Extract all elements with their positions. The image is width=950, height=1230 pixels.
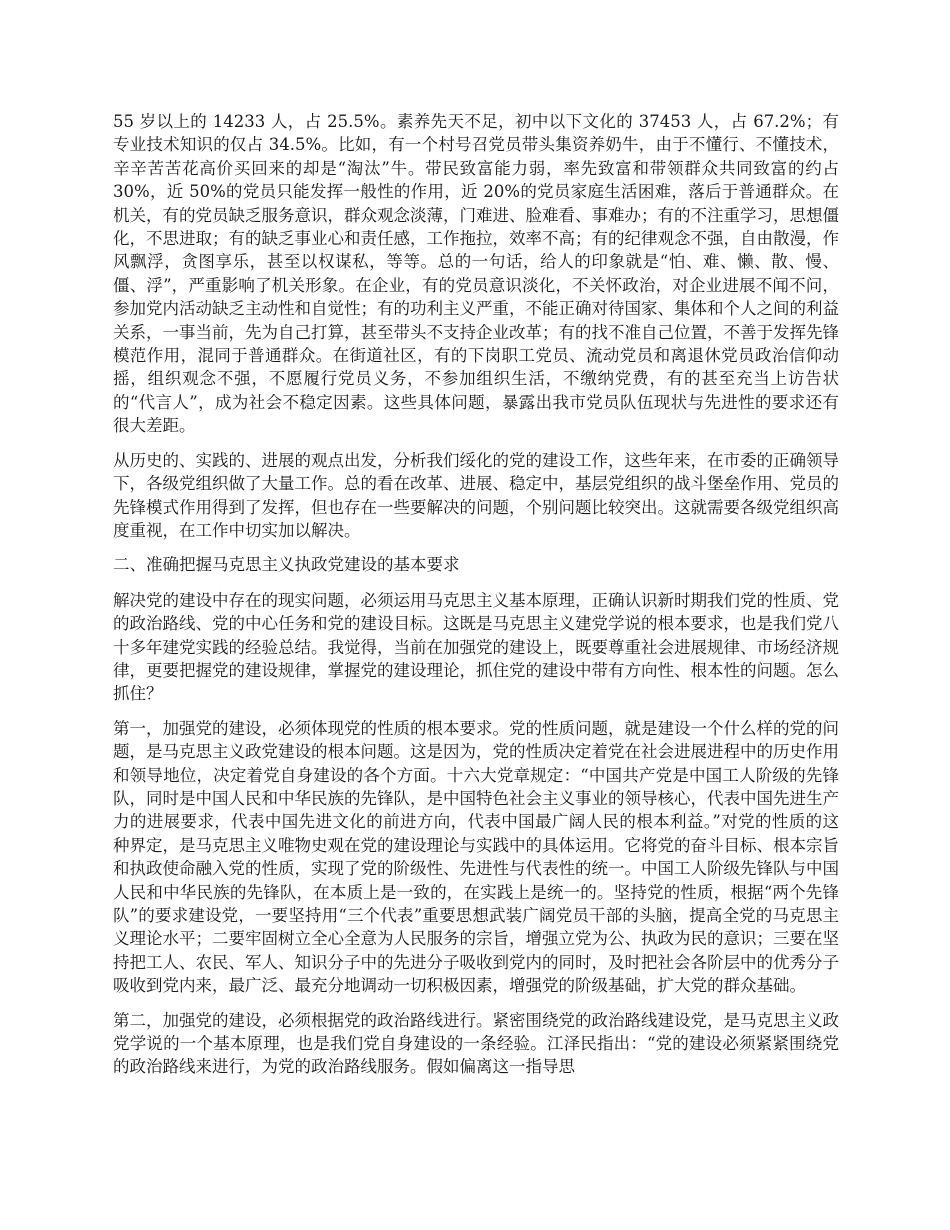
paragraph-party-member-issues: 55 岁以上的 14233 人，占 25.5%。素养先天不足，初中以下文化的 37453 人，占 67.2%；有专业技术知识的仅占 34.5%。比如，有一个村号召党员带头集资养奶牛，由于不懂行、不懂技术，辛辛苦苦花高价买回来的却是“淘汰”牛。带民致富能力弱，率先致富和带领群众共同致富的约占 30%，近 50%的党员只能发挥一般性的作用，近 20%的党员家庭生活困难，落后于普通群众。在机关，有的党员缺乏服务意识，群众观念淡薄，门难进、脸难看、事难办；有的不注重学习，思想僵化，不思进取；有的缺乏事业心和责任感，工作拖拉，效率不高；有的纪律观念不强，自由散漫，作风飘浮，贪图享乐，甚至以权谋私，等等。总的一句话，给人的印象就是“怕、难、懒、散、慢、僵、浮”，严重影响了机关形象。在企业，有的党员意识淡化，不关怀政治，对企业进展不闻不问，参加党内活动缺乏主动性和自觉性；有的功利主义严重，不能正确对待国家、集体和个人之间的利益关系，一事当前，先为自己打算，甚至带头不支持企业改革；有的找不准自己位置，不善于发挥先锋模范作用，混同于普通群众。在街道社区，有的下岗职工党员、流动党员和离退休党员政治信仰动摇，组织观念不强，不愿履行党员义务，不参加组织生活，不缴纳党费，有的甚至充当上访告状的“代言人”，成为社会不稳定因素。这些具体问题，暴露出我市党员队伍现状与先进性的要求还有很大差距。 [113, 112, 839, 436]
document-page [113, 110, 839, 1090]
section-heading-basic-requirements: 二、准确把握马克思主义执政党建设的基本要求 [113, 555, 460, 575]
paragraph-marxist-principles: 解决党的建设中存在的现实问题，必须运用马克思主义基本原理，正确认识新时期我们党的性质、党的政治路线、党的中心任务和党的建设目标。这既是马克思主义建党学说的根本要求，也是我们党八十多年建党实践的经验总结。我觉得，当前在加强党的建设上，既要尊重社会进展规律、市场经济规律，更要把握党的建设规律，掌握党的建设理论，抓住党的建设中带有方向性、根本性的问题。怎么抓住？ [113, 590, 839, 704]
paragraph-historical-analysis: 从历史的、实践的、进展的观点出发，分析我们绥化的党的建设工作，这些年来，在市委的正确领导下，各级党组织做了大量工作。总的看在改革、进展、稳定中，基层党组织的战斗堡垒作用、党员的先锋模式作用得到了发挥，但也存在一些要解决的问题，个别问题比较突出。这就需要各级党组织高度重视，在工作中切实加以解决。 [113, 450, 839, 540]
paragraph-first-party-nature: 第一，加强党的建设，必须体现党的性质的根本要求。党的性质问题，就是建设一个什么样的党的问题，是马克思主义政党建设的根本问题。这是因为，党的性质决定着党在社会进展进程中的历史作用和领导地位，决定着党自身建设的各个方面。十六大党章规定：“中国共产党是中国工人阶级的先锋队，同时是中国人民和中华民族的先锋队，是中国特色社会主义事业的领导核心，代表中国先进生产力的进展要求，代表中国先进文化的前进方向，代表中国最广阔人民的根本利益。”对党的性质的这种界定，是马克思主义唯物史观在党的建设理论与实践中的具体运用。它将党的奋斗目标、根本宗旨和执政使命融入党的性质，实现了党的阶级性、先进性与代表性的统一。中国工人阶级先锋队与中国人民和中华民族的先锋队，在本质上是一致的，在实践上是统一的。坚持党的性质，根据“两个先锋队”的要求建设党，一要坚持用“三个代表”重要思想武装广阔党员干部的头脑，提高全党的马克思主义理论水平；二要牢固树立全心全意为人民服务的宗旨，增强立党为公、执政为民的意识；三要在坚持把工人、农民、军人、知识分子中的先进分子吸收到党内的同时，及时把社会各阶层中的优秀分子吸收到党内来，最广泛、最充分地调动一切积极因素，增强党的阶级基础，扩大党的群众基础。 [113, 718, 839, 996]
paragraph-second-political-line: 第二，加强党的建设，必须根据党的政治路线进行。紧密围绕党的政治路线建设党，是马克思主义政党学说的一个基本原理，也是我们党自身建设的一条经验。江泽民指出：“党的建设必须紧紧围绕党的政治路线来进行，为党的政治路线服务。假如偏离这一指导思 [113, 1010, 839, 1077]
